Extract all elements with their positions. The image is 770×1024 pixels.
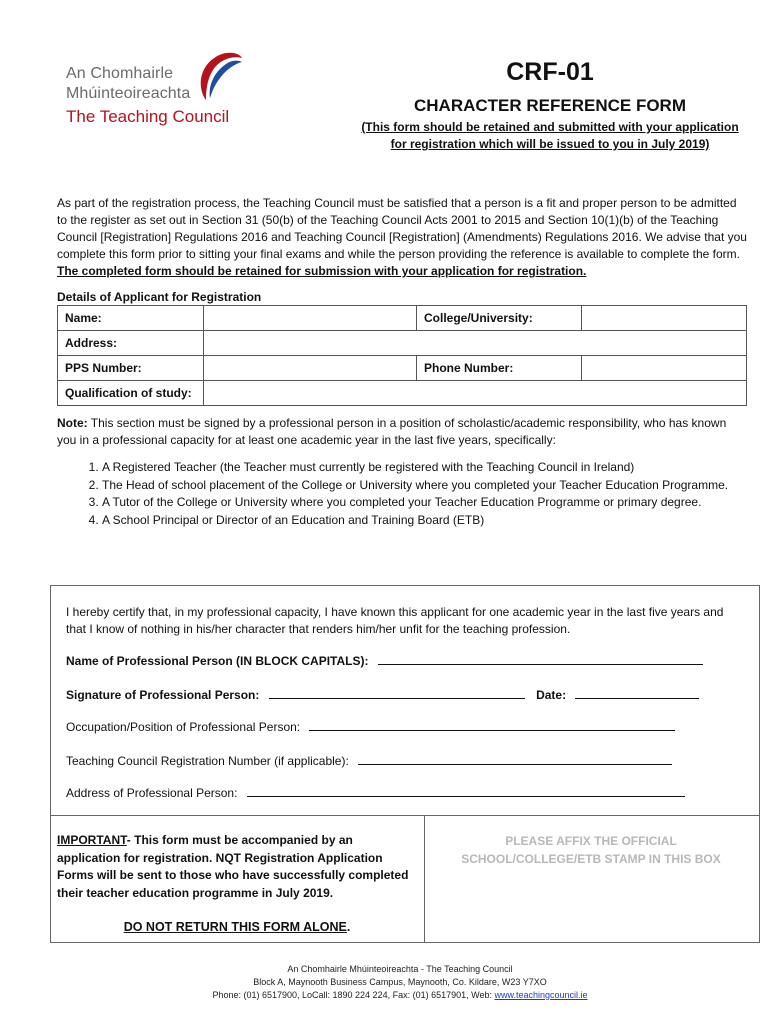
footer-line-2: Block A, Maynooth Business Campus, Maynooth, Co. Kildare, W23 Y7XO	[253, 977, 547, 987]
professional-name-line[interactable]	[378, 653, 703, 665]
list-item: 4. A School Principal or Director of an Education and Training Board (ETB)	[102, 512, 762, 530]
note-paragraph	[57, 415, 747, 449]
intro-paragraph	[57, 195, 747, 280]
important-notice	[57, 832, 417, 902]
logo-swoosh-icon	[186, 48, 246, 108]
important-text: - This form must be accompanied by an application for registration. NQT Registration Application Forms will be sent to those who have successfully completed their teacher education programme in July 2019.	[57, 833, 409, 900]
teaching-council-logo	[62, 48, 242, 138]
note-text: This section must be signed by a professional person in a position of scholastic/academic responsibility, who has known you in a professional capacity for at least one academic year in the last five years, specifically:	[57, 416, 727, 447]
form-subtitle	[350, 119, 750, 153]
occupation-line[interactable]	[309, 719, 675, 731]
subtitle-line-2: for registration which will be issued to you in July 2019)	[390, 137, 710, 151]
list-item: 2. The Head of school placement of the College or University where you completed your Teacher Education Programme.	[102, 477, 762, 495]
footer-line-3	[150, 989, 650, 1002]
certification-text: I hereby certify that, in my professional capacity, I have known this applicant for one academic year in the last five years and that I know of nothing in his/her character that renders him/her unfit for the teaching profession.	[66, 605, 724, 636]
signature-line[interactable]	[269, 687, 525, 699]
college-field[interactable]	[582, 306, 747, 331]
phone-label: Phone Number:	[417, 356, 582, 381]
registration-number-label: Teaching Council Registration Number (if applicable):	[66, 754, 349, 768]
do-not-return-notice	[57, 920, 417, 934]
logo-text-irish-2: Mhúinteoireachta	[66, 85, 191, 102]
professional-address-row	[66, 785, 685, 800]
date-label: Date:	[536, 688, 567, 702]
address-field[interactable]	[204, 331, 747, 356]
important-label: IMPORTANT	[57, 833, 127, 847]
form-title: CHARACTER REFERENCE FORM	[414, 96, 686, 115]
logo-text-irish-1: An Chomhairle	[66, 65, 174, 82]
signature-label: Signature of Professional Person:	[66, 688, 260, 702]
pps-field[interactable]	[204, 356, 417, 381]
professional-name-label: Name of Professional Person (IN BLOCK CAPITALS):	[66, 654, 369, 668]
website-link[interactable]: www.teachingcouncil.ie	[494, 990, 588, 1000]
do-not-return-text: DO NOT RETURN THIS FORM ALONE	[123, 920, 347, 934]
pps-label: PPS Number:	[58, 356, 204, 381]
list-item: 3. A Tutor of the College or University where you completed your Teacher Education Programme or primary degree.	[102, 494, 762, 512]
registration-number-row	[66, 753, 672, 768]
details-heading: Details of Applicant for Registration	[57, 290, 262, 304]
footer-line-1: An Chomhairle Mhúinteoireachta - The Teaching Council	[287, 964, 513, 974]
registration-number-line[interactable]	[358, 753, 672, 765]
note-label: Note:	[57, 416, 88, 430]
intro-bold-text: The completed form should be retained for submission with your application for registration.	[57, 264, 587, 278]
stamp-line-1: PLEASE AFFIX THE OFFICIAL	[505, 834, 677, 848]
signature-row	[66, 687, 699, 702]
logo-text-english: The Teaching Council	[66, 107, 230, 126]
occupation-label: Occupation/Position of Professional Person:	[66, 720, 301, 734]
qualification-label: Qualification of study:	[58, 381, 204, 406]
qualification-field[interactable]	[204, 381, 747, 406]
phone-field[interactable]	[582, 356, 747, 381]
do-not-return-suffix: .	[346, 920, 351, 934]
stamp-line-2: SCHOOL/COLLEGE/ETB STAMP IN THIS BOX	[461, 851, 721, 866]
footer	[150, 963, 650, 1002]
professional-address-label: Address of Professional Person:	[66, 786, 238, 800]
address-label: Address:	[58, 331, 204, 356]
professional-address-line[interactable]	[247, 785, 685, 797]
college-label: College/University:	[417, 306, 582, 331]
name-label: Name:	[58, 306, 204, 331]
list-item: 1. A Registered Teacher (the Teacher must currently be registered with the Teaching Council in Ireland)	[102, 459, 762, 477]
stamp-instruction	[424, 833, 758, 868]
applicant-details-table	[57, 305, 747, 406]
referee-criteria-list	[57, 459, 762, 529]
footer-contact: Phone: (01) 6517900, LoCall: 1890 224 224, Fax: (01) 6517901, Web:	[212, 990, 495, 1000]
form-code: CRF-01	[506, 58, 594, 86]
intro-text: As part of the registration process, the Teaching Council must be satisfied that a person is a fit and proper person to be admitted to the register as set out in Section 31 (50(b) of the Teaching Council Acts 2001 to 2015 and Section 10(1)(b) of the Teaching Council [Registration] Regulations 2016 and Teaching Council [Registration] (Amendments) Regulations 2016. We advise that you complete this form prior to sitting your final exams and while the person providing the reference is available to complete the form.	[57, 196, 747, 261]
professional-name-row	[66, 653, 703, 668]
subtitle-line-1: (This form should be retained and submitted with your application	[361, 120, 739, 134]
occupation-row	[66, 719, 675, 734]
name-field[interactable]	[204, 306, 417, 331]
date-line[interactable]	[575, 687, 699, 699]
